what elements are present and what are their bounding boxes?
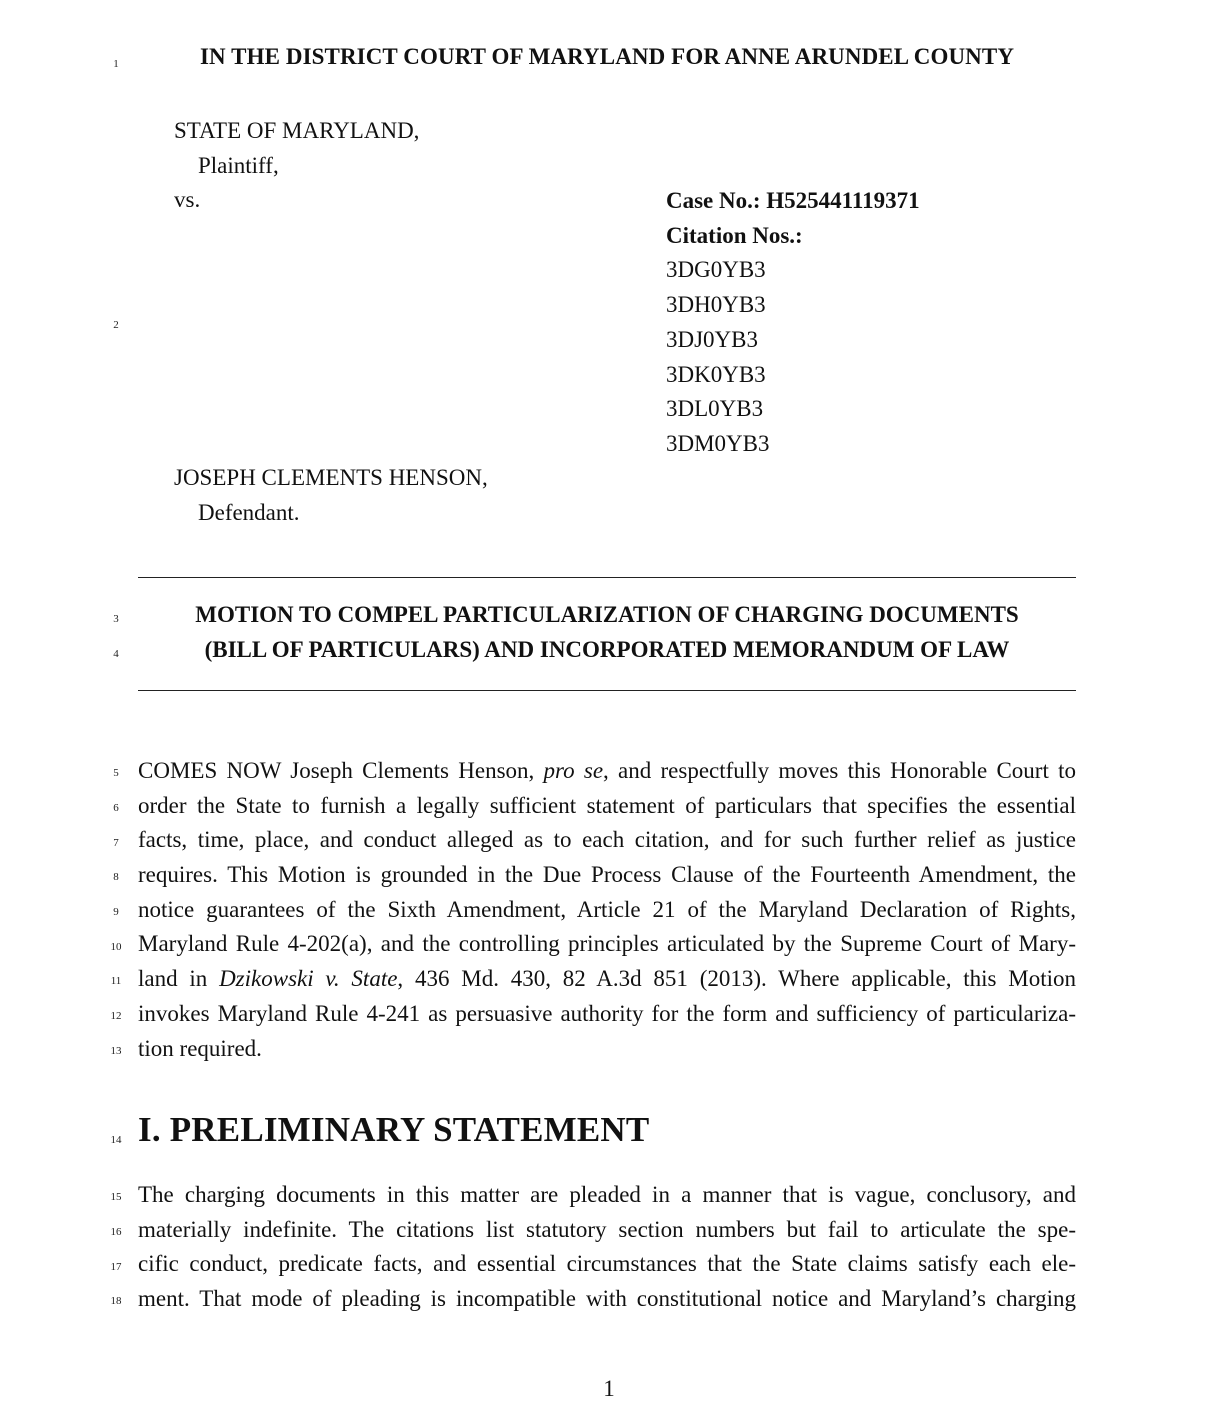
paragraph-line: notice guarantees of the Sixth Amendment, Article 21 of the Maryland Declaration of Rights, (138, 896, 1076, 922)
citation-number: 3DJ0YB3 (666, 326, 759, 352)
case-number: Case No.: H525441119371 (666, 188, 920, 213)
text-run: COMES NOW Joseph Clements Henson, (138, 758, 544, 783)
motion-title-line: (BILL OF PARTICULARS) AND INCORPORATED MEMORANDUM OF LAW (204, 637, 1010, 662)
defendant-block (174, 461, 488, 530)
motion-title (138, 597, 1076, 667)
title-top-rule (138, 577, 1076, 578)
motion-title-line: MOTION TO COMPEL PARTICULARIZATION OF CHARGING DOCUMENTS (195, 602, 1019, 627)
intro-paragraph (138, 754, 1076, 1066)
preliminary-paragraph (138, 1178, 1076, 1317)
paragraph-line (138, 962, 1076, 997)
paragraph-line: requires. This Motion is grounded in the Due Process Clause of the Fourteenth Amendment, the (138, 862, 1076, 888)
citation-number: 3DG0YB3 (666, 257, 766, 283)
paragraph-line: materially indefinite. The citations list statutory section numbers but fail to articulate the spe- (138, 1216, 1076, 1242)
text-run: , 436 Md. 430, 82 A.3d 851 (2013). Where applicable, this Motion (397, 966, 1076, 992)
line-number: 13 (110, 1045, 122, 1057)
text-run-italic: pro se (543, 758, 604, 783)
paragraph-line: tion required. (138, 1035, 262, 1061)
line-number: 16 (110, 1226, 122, 1238)
line-number: 11 (110, 975, 122, 987)
defendant-name: JOSEPH CLEMENTS HENSON, (174, 465, 488, 490)
line-number: 2 (113, 319, 119, 331)
citation-number: 3DL0YB3 (666, 396, 764, 422)
court-title: IN THE DISTRICT COURT OF MARYLAND FOR ANNE ARUNDEL COUNTY (199, 44, 1015, 69)
line-number: 5 (113, 767, 119, 779)
text-run: land in (138, 966, 220, 992)
paragraph-line: Maryland Rule 4-202(a), and the controlling principles articulated by the Supreme Court of Mary- (138, 931, 1076, 957)
paragraph-line: ment. That mode of pleading is incompatible with constitutional notice and Maryland’s charging (138, 1286, 1076, 1312)
line-number: 6 (113, 802, 119, 814)
line-number: 15 (110, 1191, 122, 1203)
paragraph-line (138, 754, 1076, 789)
line-number: 12 (110, 1010, 122, 1022)
plaintiff-role: Plaintiff, (198, 152, 279, 178)
title-bottom-rule (138, 690, 1076, 691)
line-number: 1 (113, 58, 119, 70)
line-number: 9 (113, 906, 119, 918)
section-heading: I. PRELIMINARY STATEMENT (138, 1110, 650, 1149)
line-number: 10 (110, 941, 122, 953)
line-number: 14 (110, 1134, 122, 1146)
line-number: 3 (113, 613, 119, 625)
citation-number: 3DM0YB3 (666, 430, 770, 456)
case-info (666, 184, 920, 462)
defendant-role: Defendant. (198, 499, 300, 525)
versus-label: vs. (174, 187, 201, 213)
paragraph-line: The charging documents in this matter are pleaded in a manner that is vague, conclusory, and (138, 1182, 1076, 1207)
paragraph-line: facts, time, place, and conduct alleged as to each citation, and for such further relief as justice (138, 827, 1076, 853)
text-run: , and respectfully moves this Honorable Court to (603, 758, 1076, 783)
citation-label: Citation Nos.: (666, 222, 803, 248)
line-number: 4 (113, 648, 119, 660)
citation-number: 3DH0YB3 (666, 292, 766, 318)
citation-number: 3DK0YB3 (666, 361, 766, 387)
line-number: 8 (113, 871, 119, 883)
paragraph-line: invokes Maryland Rule 4-241 as persuasive authority for the form and sufficiency of particulariza- (138, 1000, 1076, 1026)
paragraph-line: cific conduct, predicate facts, and essential circumstances that the State claims satisfy each ele- (138, 1251, 1076, 1277)
line-number: 7 (113, 837, 119, 849)
line-number: 18 (110, 1295, 122, 1307)
case-citation-italic: Dzikowski v. State (219, 966, 398, 992)
caption-parties (174, 114, 419, 218)
line-number: 17 (110, 1261, 122, 1273)
paragraph-line: order the State to furnish a legally sufficient statement of particulars that specifies the essential (138, 792, 1076, 818)
page-number: 1 (603, 1376, 615, 1401)
plaintiff-name: STATE OF MARYLAND, (174, 118, 420, 143)
